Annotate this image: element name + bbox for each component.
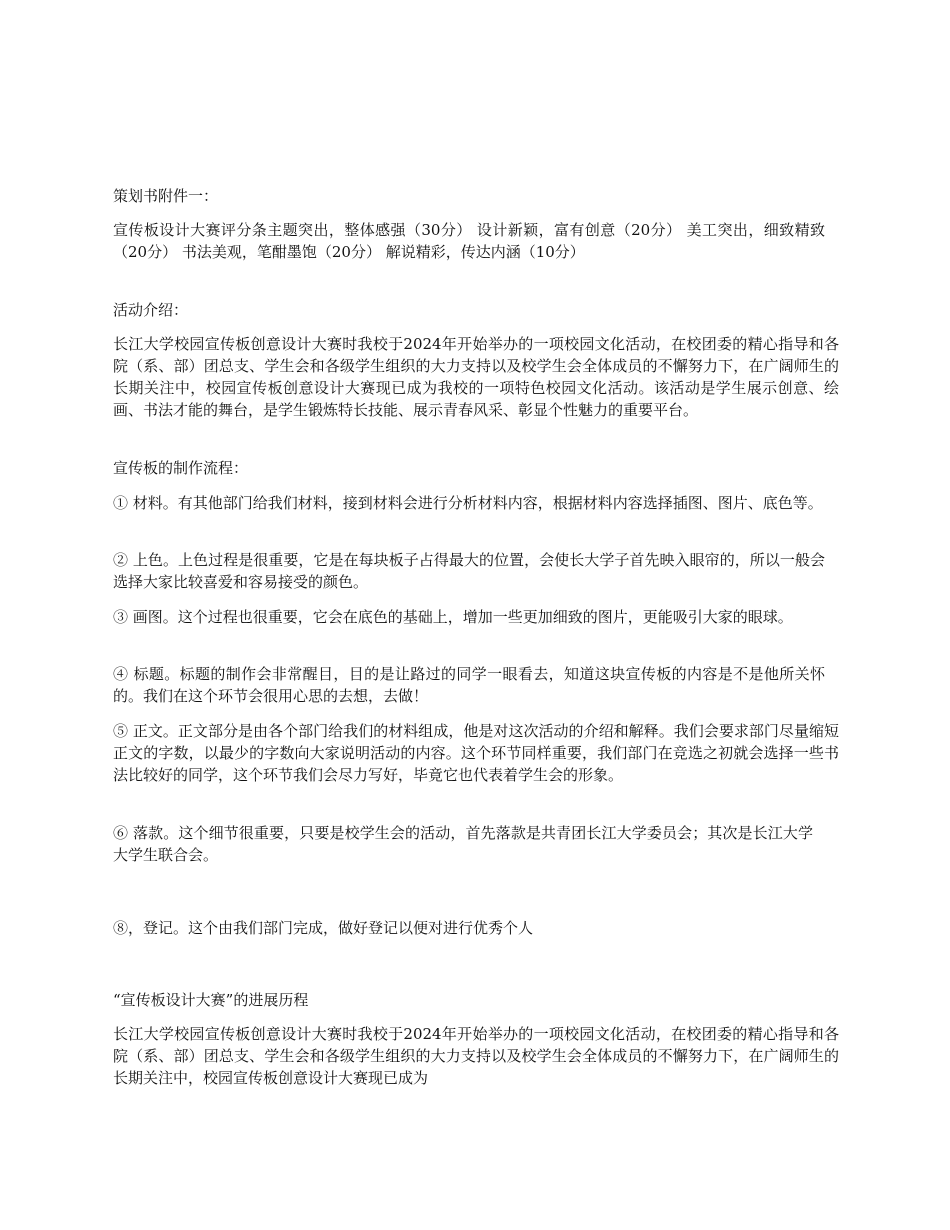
process-step-6: ⑥ 落款。这个细节很重要，只要是校学生会的活动，首先落款是共青团长江大学委员会；其次是长江大学大学生联合会。 — [113, 824, 813, 864]
scoring-criteria-paragraph: 宣传板设计大赛评分条主题突出，整体感强（30分） 设计新颖，富有创意（20分） 美工突出，细致精致（20分） 书法美观，笔酣墨饱（20分） 解说精彩，传达内涵（10分） — [113, 221, 825, 261]
attachment-heading: 策划书附件一： — [113, 187, 219, 205]
process-step-3: ③ 画图。这个过程也很重要，它会在底色的基础上，增加一些更加细致的图片，更能吸引大家的眼球。 — [113, 608, 793, 626]
intro-heading: 活动介绍： — [113, 301, 189, 319]
process-heading: 宣传板的制作流程： — [113, 459, 249, 477]
intro-paragraph: 长江大学校园宣传板创意设计大赛时我校于2024年开始举办的一项校园文化活动，在校团委的精心指导和各院（系、部）团总支、学生会和各级学生组织的大力支持以及校学生会全体成员的不懈努力下，在广阔师生的长期关注中，校园宣传板创意设计大赛现已成为我校的一项特色校园文化活动。该活动是学生展示创意、绘画、书法才能的舞台，是学生锻炼特长技能、展示青春风采、彰显个性魅力的重要平台。 — [113, 335, 839, 419]
history-heading: “宣传板设计大赛”的进展历程 — [113, 991, 309, 1009]
process-step-5: ⑤ 正文。正文部分是由各个部门给我们的材料组成，他是对这次活动的介绍和解释。我们会要求部门尽量缩短正文的字数，以最少的字数向大家说明活动的内容。这个环节同样重要，我们部门在竞选之初就会选择一些书法比较好的同学，这个环节我们会尽力写好，毕竟它也代表着学生会的形象。 — [113, 722, 839, 784]
history-paragraph: 长江大学校园宣传板创意设计大赛时我校于2024年开始举办的一项校园文化活动，在校团委的精心指导和各院（系、部）团总支、学生会和各级学生组织的大力支持以及校学生会全体成员的不懈努力下，在广阔师生的长期关注中，校园宣传板创意设计大赛现已成为 — [113, 1025, 839, 1087]
process-step-2: ② 上色。上色过程是很重要，它是在每块板子占得最大的位置，会使长大学子首先映入眼帘的，所以一般会选择大家比较喜爱和容易接受的颜色。 — [113, 551, 825, 591]
process-step-8: ⑧，登记。这个由我们部门完成，做好登记以便对进行优秀个人 — [113, 919, 534, 937]
process-step-1: ① 材料。有其他部门给我们材料，接到材料会进行分析材料内容，根据材料内容选择插图、图片、底色等。 — [113, 494, 823, 512]
process-step-4: ④ 标题。标题的制作会非常醒目，目的是让路过的同学一眼看去，知道这块宣传板的内容是不是他所关怀的。我们在这个环节会很用心思的去想，去做！ — [113, 665, 825, 705]
